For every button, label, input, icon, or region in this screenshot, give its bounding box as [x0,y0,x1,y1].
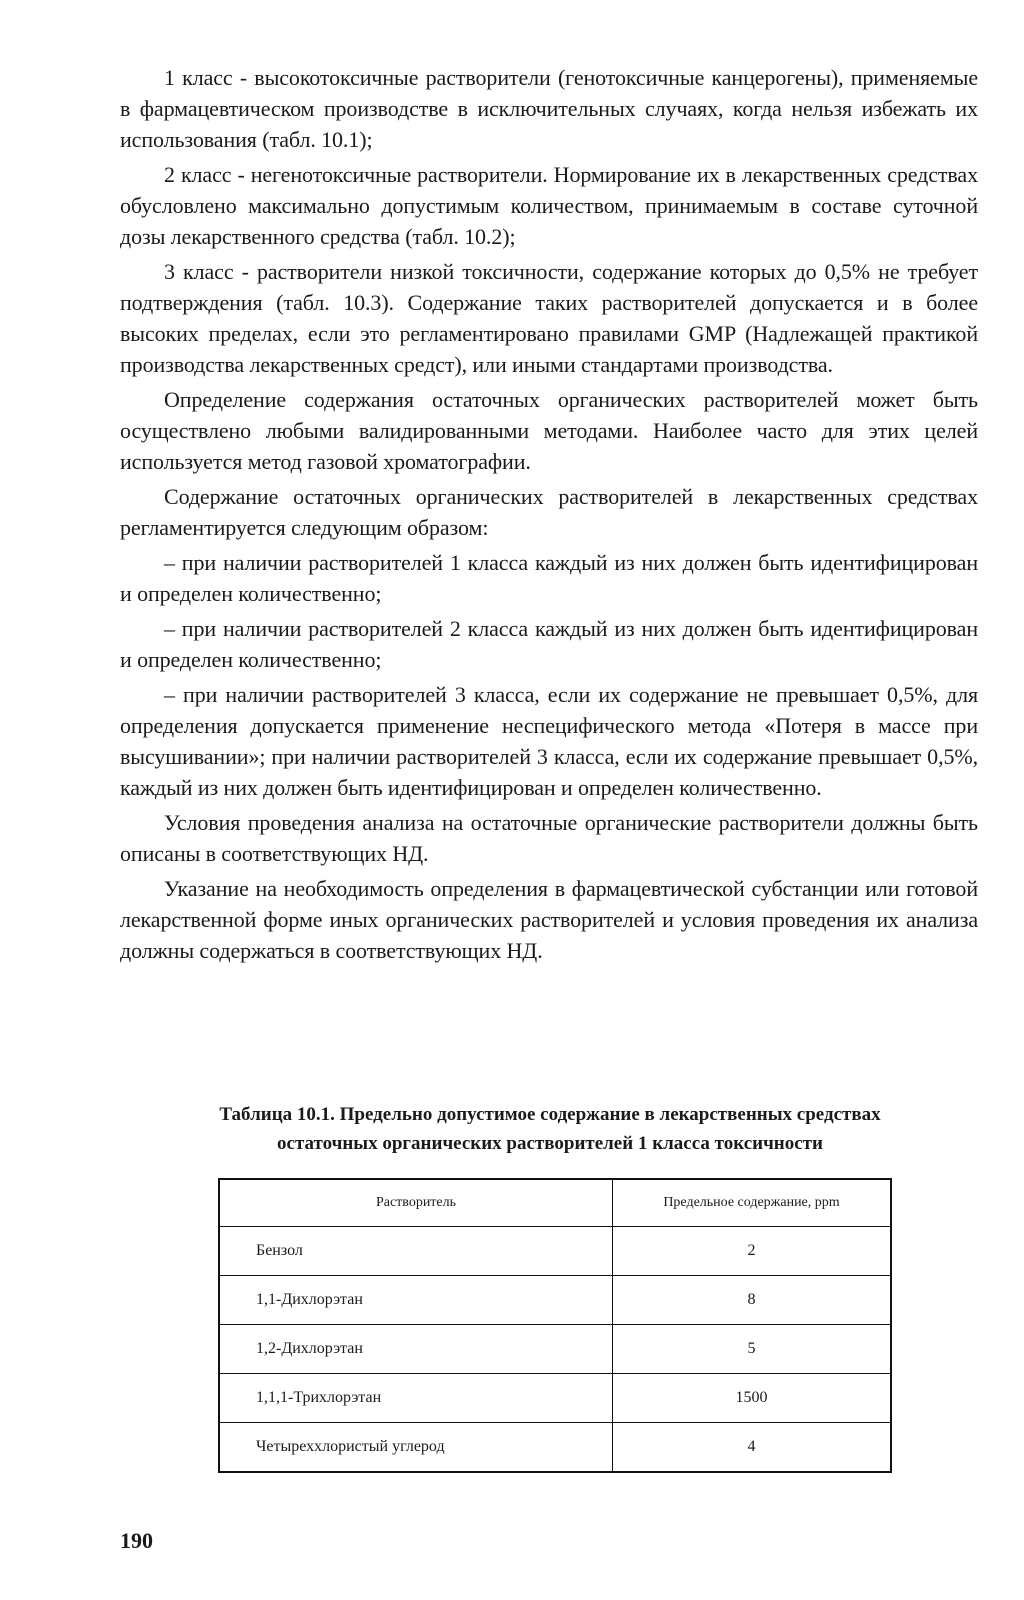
table-row [219,1276,891,1325]
header-solvent: Растворитель [219,1179,613,1227]
page-number: 190 [120,1528,153,1553]
list-item-class-1: – при наличии растворителей 1 класса каждый из них должен быть идентифицирован и определен количественно; [120,550,978,606]
solvent-limit: 1500 [613,1374,892,1423]
solvent-limit: 8 [613,1276,892,1325]
solvent-name: 1,1-Дихлорэтан [219,1276,613,1325]
table-caption [130,1100,970,1158]
solvent-limit: 5 [613,1325,892,1374]
solvents-table [218,1178,892,1473]
solvent-name: 1,2-Дихлорэтан [219,1325,613,1374]
table-row [219,1227,891,1276]
solvent-limit: 2 [613,1227,892,1276]
table-row [219,1374,891,1423]
header-limit-ppm: Предельное содержание, ppm [613,1179,892,1227]
table-caption-line-1: Таблица 10.1. Предельно допустимое содержание в лекарственных средствах [219,1104,881,1125]
solvent-limit: 4 [613,1423,892,1473]
paragraph-other-solvents: Указание на необходимость определения в фармацевтической субстанции или готовой лекарственной форме иных органических растворителей и условия проведения их анализа должны содержаться в соответствующих НД. [120,876,978,963]
solvent-name: 1,1,1-Трихлорэтан [219,1374,613,1423]
table-row [219,1423,891,1473]
list-item-class-2: – при наличии растворителей 2 класса каждый из них должен быть идентифицирован и определен количественно; [120,616,978,672]
paragraph-analysis-conditions: Условия проведения анализа на остаточные органические растворители должны быть описаны в соответствующих НД. [120,810,978,866]
paragraph-regulation-intro: Содержание остаточных органических растворителей в лекарственных средствах регламентируется следующим образом: [120,484,978,540]
solvent-name: Бензол [219,1227,613,1276]
table-header-row [219,1179,891,1227]
solvent-name: Четыреххлористый углерод [219,1423,613,1473]
paragraph-determination-methods: Определение содержания остаточных органических растворителей может быть осуществлено любыми валидированными методами. Наиболее часто для этих целей используется метод газовой хроматографии. [120,387,978,474]
list-item-class-3: – при наличии растворителей 3 класса, если их содержание не превышает 0,5%, для определения допускается применение неспецифического метода «Потеря в массе при высушивании»; при наличии растворителей 3 класса, если их содержание превышает 0,5%, каждый из них должен быть идентифицирован и определен количественно. [120,682,978,800]
table-row [219,1325,891,1374]
paragraph-class-3: 3 класс - растворители низкой токсичности, содержание которых до 0,5% не требует подтверждения (табл. 10.3). Содержание таких растворителей допускается и в более высоких пределах, если это регламентировано правилами GMP (Надлежащей практикой производства лекарственных средст), или иными стандартами производства. [120,259,978,377]
paragraph-class-2: 2 класс - негенотоксичные растворители. Нормирование их в лекарственных средствах обусловлено максимально допустимым количеством, принимаемым в составе суточной дозы лекарственного средства (табл. 10.2); [120,162,978,249]
body-text [120,62,978,970]
paragraph-class-1: 1 класс - высокотоксичные растворители (генотоксичные канцерогены), применяемые в фармацевтическом производстве в исключительных случаях, когда нельзя избежать их использования (табл. 10.1); [120,65,978,152]
table-caption-line-2: остаточных органических растворителей 1 класса токсичности [277,1133,823,1154]
